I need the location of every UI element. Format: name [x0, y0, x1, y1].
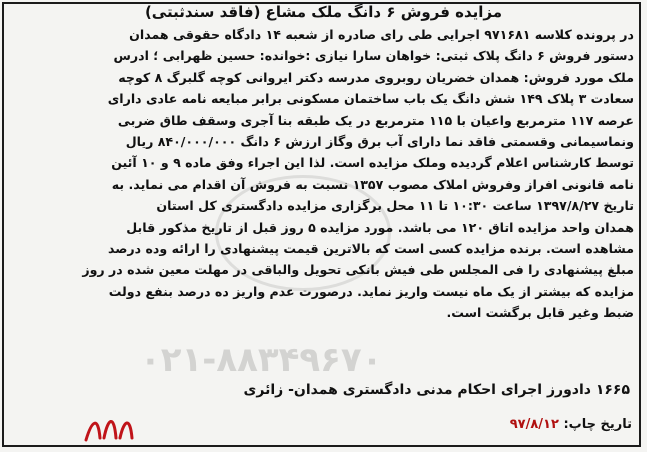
body-line: توسط کارشناس اعلام گردیده وملک مزایده است. لذا این اجراء وفق ماده ۹ و ۱۰ آئین: [111, 155, 634, 171]
body-line: مشاهده است. برنده مزایده کسی است که بالاترین قیمت پیشنهادی را ارائه وده درصد: [107, 241, 634, 257]
body-line: ملک مورد فروش: همدان خضریان روبروی مدرسه دکتر ایروانی کوچه گلبرگ ۸ کوچه: [118, 69, 634, 85]
body-line: تاریخ ۱۳۹۷/۸/۲۷ ساعت ۱۰:۳۰ تا ۱۱ محل برگزاری مزایده دادگستری کل استان: [156, 198, 634, 214]
body-line: مبلغ پیشنهادی را فی المجلس طی فیش بانکی تحویل والباقی در مهلت معین شده در روز: [82, 262, 634, 278]
body-line: نامه قانونی افراز وفروش املاک مصوب ۱۳۵۷ نسبت به فروش آن اقدام می نماید. به: [111, 176, 634, 192]
issuer-signature: ۱۶۶۵ دادورز اجرای احکام مدنی دادگستری همدان- زائری: [243, 382, 630, 398]
body-line: دستور فروش ۶ دانگ پلاک ثبتی: خواهان سارا نیازی :خوانده: حسین ظهرابی ؛ ادرس: [113, 48, 634, 64]
body-line: همدان واحد مزایده اتاق ۱۲۰ می باشد. مورد مزایده ۵ روز قبل از تاریخ مذکور قابل: [126, 219, 634, 235]
red-handwritten-mark: [78, 408, 138, 448]
body-line: عرصه ۱۱۷ مترمربع واعیان با ۱۱۵ مترمربع در یک طبقه بنا آجری وسقف طاق ضربی: [117, 112, 634, 128]
body-line: در پرونده کلاسه ۹۷۱۶۸۱ اجرایی طی رای صادره از شعبه ۱۴ دادگاه حقوقی همدان: [129, 27, 634, 42]
body-line: مزایده که بیشتر از یک ماه نیست واریز نماید. درصورت عدم واریز ده درصد بنفع دولت: [108, 283, 634, 299]
body-line: ونماسیمانی وقسمتی فاقد نما دارای آب برق وگاز ارزش ۶ دانگ ۸۴۰/۰۰۰/۰۰۰ ریال: [125, 134, 634, 150]
body-line: سعادت ۳ پلاک ۱۴۹ شش دانگ یک باب ساختمان مسکونی برابر مبایعه نامه عادی دارای: [107, 91, 634, 107]
notice-body: [12, 24, 634, 324]
print-date-label: تاریخ چاپ:: [563, 417, 632, 432]
print-date-value: ۹۷/۸/۱۲: [509, 417, 559, 432]
body-line: ضبط وغیر قابل برگشت است.: [446, 305, 634, 321]
notice-title: مزایده فروش ۶ دانگ ملک مشاع (فاقد سندثبتی): [144, 3, 503, 21]
phone-watermark: ۰۲۱-۸۸۳۴۹۶۷۰: [140, 340, 383, 380]
